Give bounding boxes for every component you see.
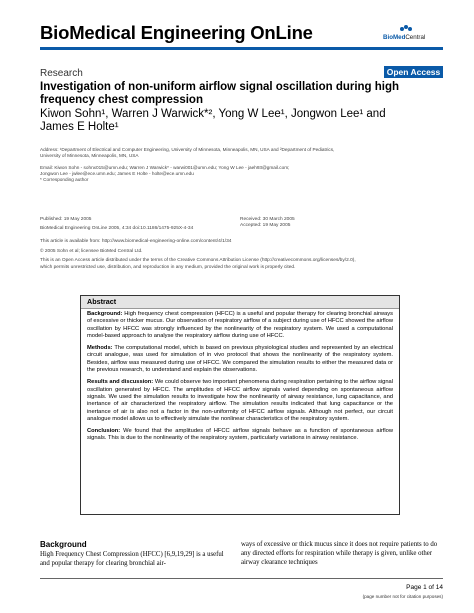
abstract-conclusion [87,428,393,443]
email-line-1: Email: Kiwon Sohn - sohnx015@umn.edu; Warren J Warwick* - warwi001@umn.edu; Yong W Lee - jaeh93@gmail.com; [40,164,290,170]
citation: BioMedical Engineering OnLine 2005, 4:34 doi:10.1186/1475-925X-4-34 [40,226,194,232]
received-accepted [240,217,295,230]
affiliations [40,147,443,183]
published-date: Published: 19 May 2005 [40,217,92,222]
logo-brand-text: BioMed [383,34,406,41]
background-text: High frequency chest compression (HFCC) is a useful and popular therapy for clearing bronchial airways of excessive or thicker mucus. Our observation of respiratory airflow of a subject during use of HFCC showed the airflow oscillation by HFCC was strongly influenced by the nonlinearity of the respiratory system. We used a computational model-based approach to analyse the respiratory airflow during use of HFCC. [87,311,393,339]
conclusion-text: We found that the amplitudes of HFCC airflow signals behave as a function of spontaneous airflow signals. This is due to the nonlinearity of the respiratory system, particularly variations in airway resistance. [87,428,393,442]
publication-info [40,217,193,233]
methods-text: The computational model, which is based on previous physiological studies and represented by an electrical circuit analogue, was used for simulation of in vivo protocol that shows the nonlinearity of the respiratory system. Besides, airflow was measured during use of HFCC. We compared the simulation results to either the measured data or the previous research, to understand and explain the observations. [87,345,394,374]
address-line-1: Address: ¹Department of Electrical and Computer Engineering, University of Minnesota, Minneapolis, MN, USA and ²Department of Pediatrics, [40,147,335,152]
corresponding-author: * Corresponding author [40,177,89,183]
paper-title: Investigation of non-uniform airflow signal oscillation during high frequency chest compression [40,81,400,106]
license-line-2: which permits unrestricted use, distribution, and reproduction in any medium, provided the original work is properly cited. [40,264,296,270]
copyright-block [40,249,443,271]
copyright-line: © 2005 Sohn et al; licensee BioMed Central Ltd. [40,249,143,254]
results-text: We could observe two important phenomena during respiration pertaining to the airflow signal oscillation generated by HFCC. The amplitudes of HFCC airflow signals varied depending on spontaneous airflow signals. We used the simulation results to investigate how the nonlinearity of airway resistance, lung capacitance, and inertance of air characterized the respiratory airflow. The simulation results indicated that lung capacitance or the inertance of air is also not a factor in the non-uniformity of HFCC airflow signals. Although not perfect, our circuit analogue model allows us to effectively simulate the nonlinear characteristics of the respiratory system. [87,379,393,422]
logo-dots-icon [400,25,412,33]
header-rule [40,47,443,50]
received-date: Received: 30 March 2005 [240,217,295,222]
journal-title: BioMedical Engineering OnLine [40,22,313,43]
results-label: Results and discussion: [87,379,154,386]
abstract-results [87,379,393,423]
page-note: (page number not for citation purposes) [362,594,443,599]
abstract-header-bar [81,296,399,309]
background-label: Background: [87,311,123,317]
conclusion-label: Conclusion: [87,428,121,435]
accepted-date: Accepted: 19 May 2005 [240,223,291,229]
abstract-box [80,295,400,515]
footer-rule [40,578,443,579]
body-column-left: High Frequency Chest Compression (HFCC) [6,9,19,29] is a useful and popular therapy for clearing bronchial air- [40,551,224,567]
page-number: Page 1 of 14 [406,584,443,591]
availability [40,239,443,245]
license-line-1: This is an Open Access article distributed under the terms of the Creative Commons Attribution License (http://creativecommons.org/licenses/by/2.0), [40,258,356,264]
abstract-methods [87,345,393,374]
email-line-2: Jongwon Lee - jwlee@ece.umn.edu; James E Holte - holte@ece.umn.edu [40,170,194,176]
author-list: Kiwon Sohn¹, Warren J Warwick*², Yong W Lee¹, Jongwon Lee¹ and James E Holte¹ [40,108,386,133]
abstract-body [87,311,393,448]
address-line-2: University of Minnesota, Minneapolis, MN, USA [40,153,139,159]
body-column-right: ways of excessive or thick mucus since it does not require patients to do any directed efforts for respiration while therapy is given, unlike other airway clearance techniques [241,541,438,566]
abstract-background [87,311,393,340]
background-heading: Background [40,540,87,549]
methods-label: Methods: [87,345,113,352]
abstract-heading: Abstract [87,297,117,306]
article-url[interactable]: This article is available from: http://www.biomedical-engineering-online.com/content/4/1/34 [40,239,232,244]
biomed-central-logo [383,25,443,45]
logo-rest-text: Central [405,34,426,41]
section-label: Research [40,68,83,79]
open-access-badge: Open Access [384,66,443,78]
